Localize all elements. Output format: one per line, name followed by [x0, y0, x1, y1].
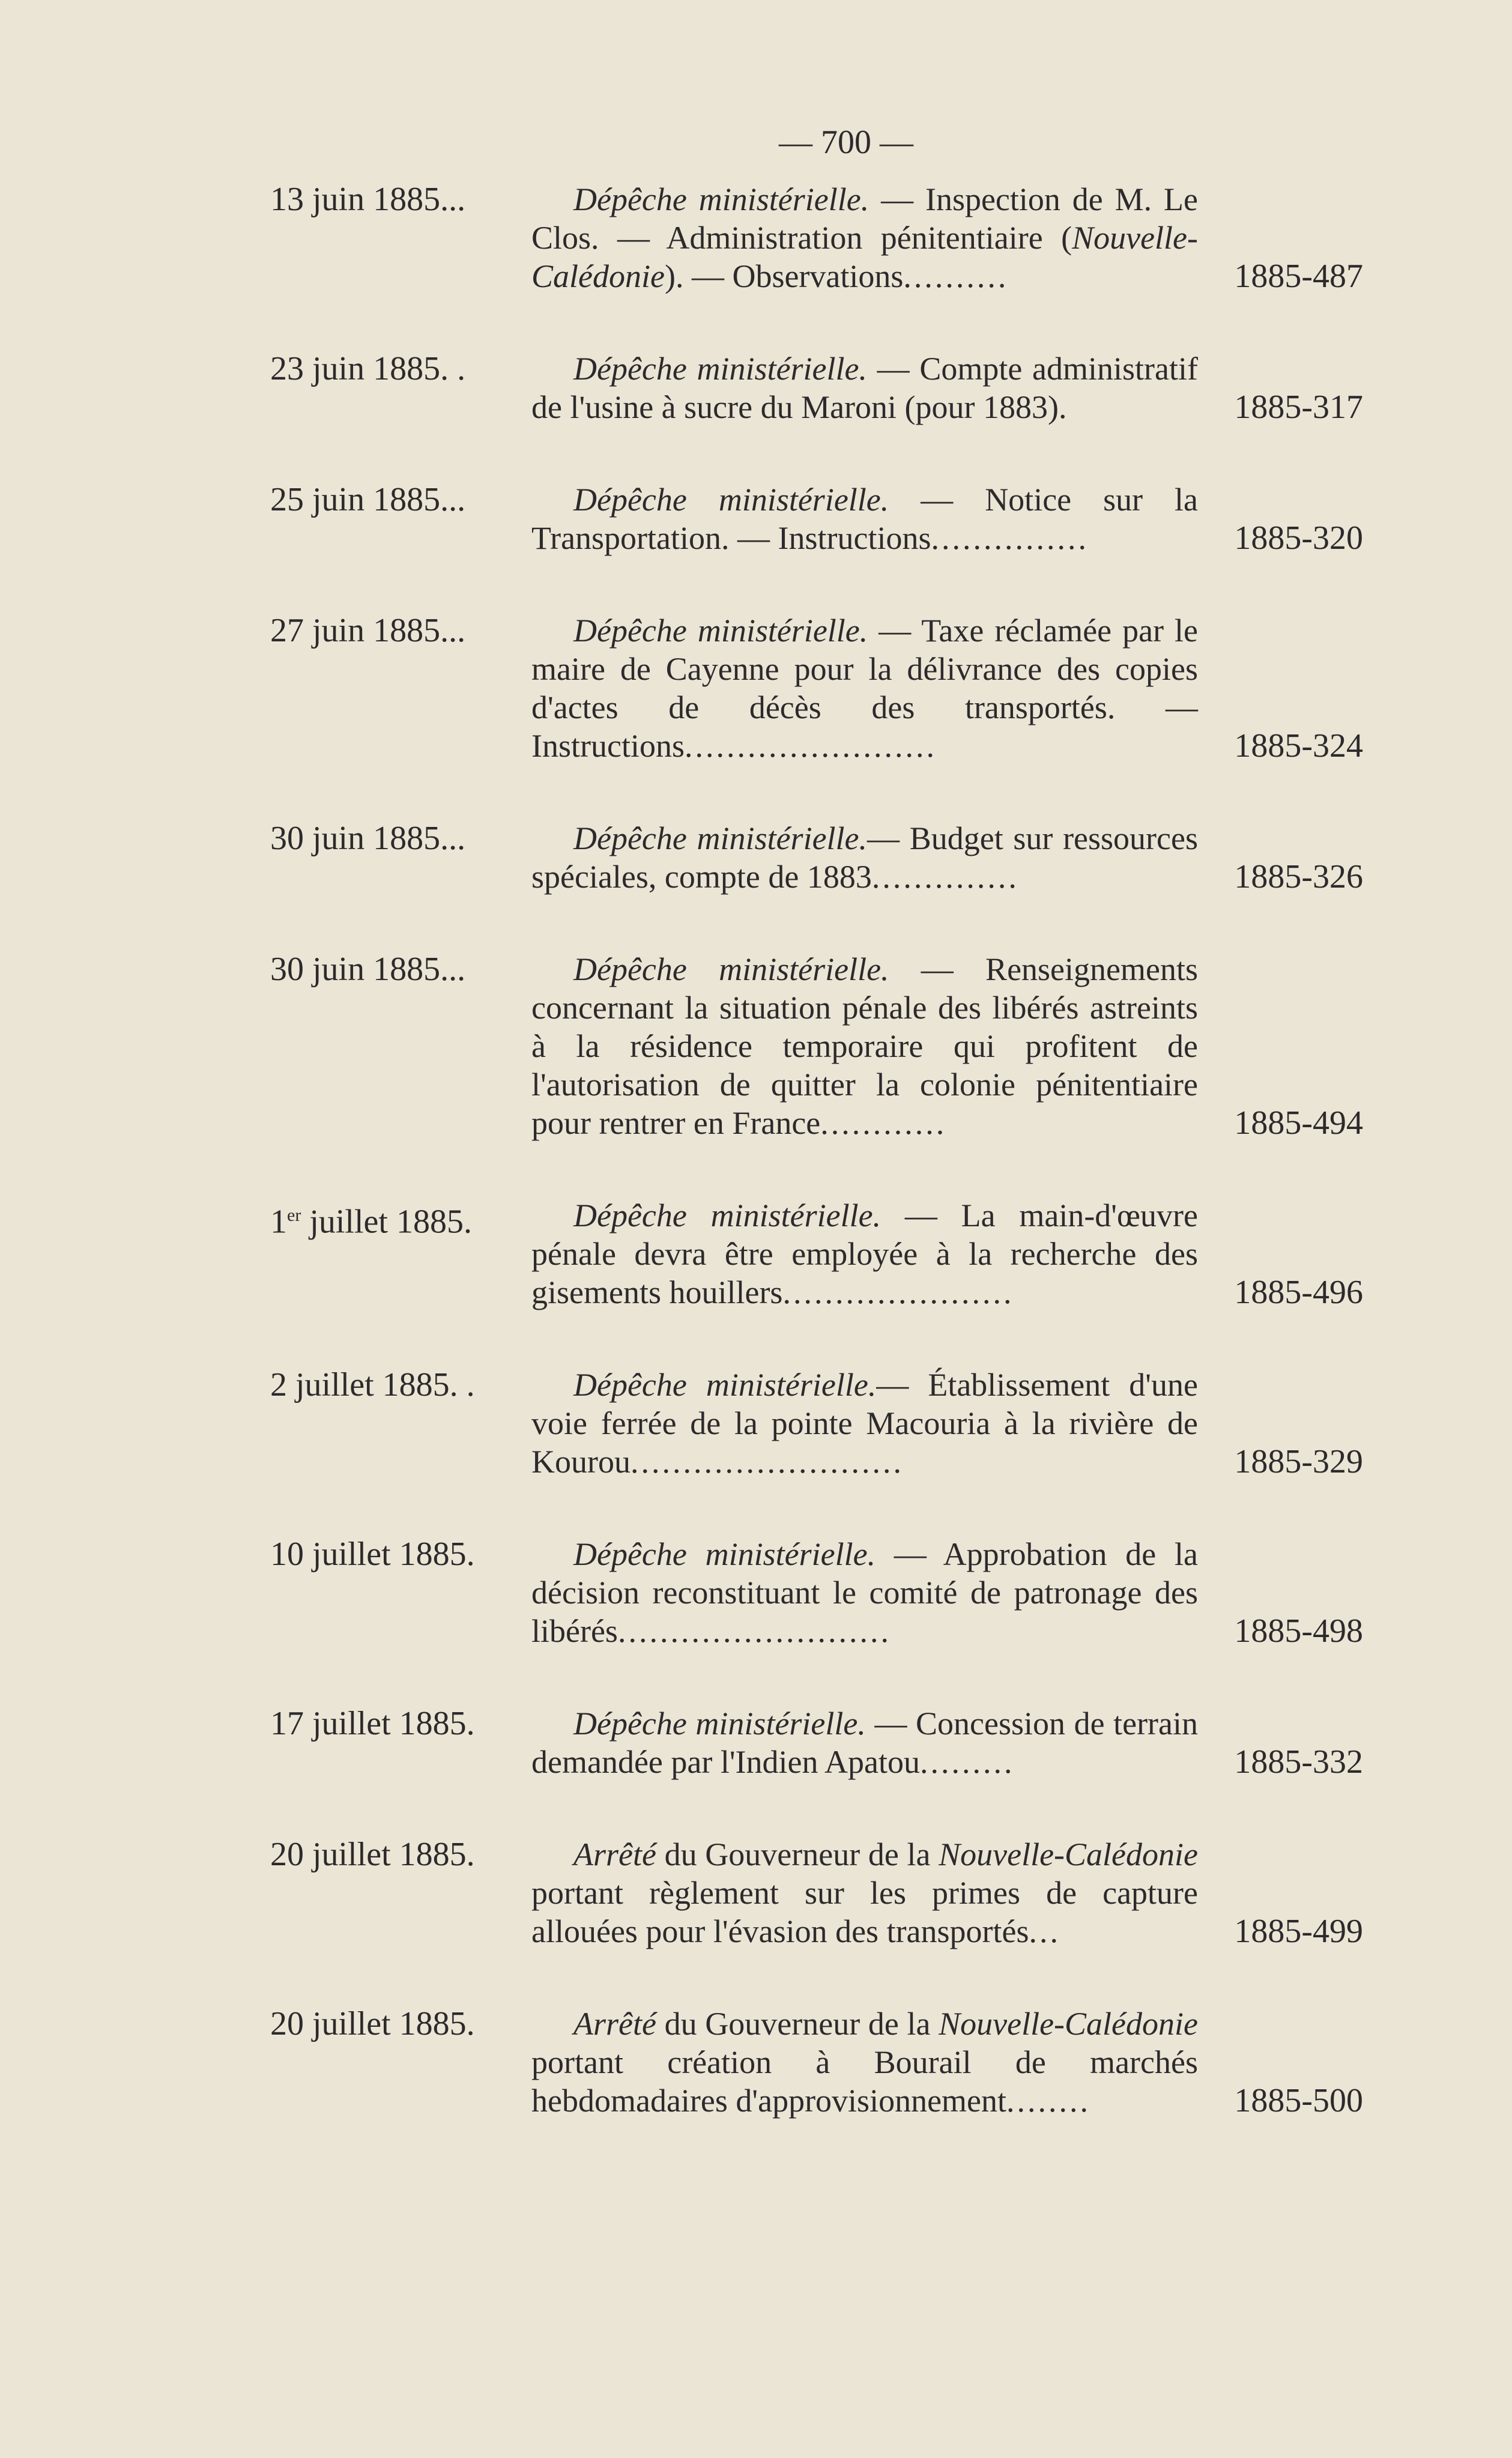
entry	[270, 1196, 1363, 1312]
entry-reference: 1885-332	[1234, 1743, 1363, 1781]
entry-text: — Établissement d'une voie ferrée de la pointe Macouria à la rivière de Kourou	[531, 1367, 1198, 1480]
entry-text: — Renseignements concernant la situation pénale des libérés astreints à la résidence temporaire qui profitent de l'autorisation de quitter la colonie pénitentiaire pour rentrer en France	[531, 951, 1198, 1141]
entry-italic-place: Nouvelle-Calédonie	[939, 1836, 1198, 1872]
entry-reference: 1885-320	[1234, 519, 1363, 557]
entry-date: 2 juillet 1885. .	[270, 1366, 475, 1403]
entry	[270, 180, 1363, 295]
entry	[270, 350, 1363, 426]
entry	[270, 950, 1363, 1142]
entry-description	[531, 1835, 1198, 1951]
entry	[270, 1704, 1363, 1781]
entry-type: Dépêche ministérielle.	[573, 1197, 881, 1234]
entry-type: Dépêche ministérielle.	[573, 613, 868, 649]
leader-dots: .........	[920, 1744, 1015, 1780]
entry-date: 25 juin 1885...	[270, 481, 466, 518]
entry-text: — Taxe réclamée par le maire de Cayenne pour la délivrance des copies d'actes de décès des transportés. — Instructions	[531, 613, 1198, 764]
entry-type: Arrêté	[573, 1836, 656, 1872]
leader-dots: ........	[1006, 2083, 1091, 2119]
entry-description	[531, 1366, 1198, 1481]
entry	[270, 1835, 1363, 1951]
entry-reference: 1885-326	[1234, 858, 1363, 895]
entry-text: — La main-d'œuvre pénale devra être employée à la recherche des gisements houillers	[531, 1197, 1198, 1310]
entry-description	[531, 1704, 1198, 1781]
entry-type: Dépêche ministérielle.	[573, 181, 869, 217]
leader-dots: ........................	[684, 728, 937, 764]
leader-dots: ...	[1029, 1913, 1061, 1949]
entry-date: 27 juin 1885...	[270, 612, 466, 649]
entry-reference: 1885-496	[1234, 1274, 1363, 1311]
entry-date: 13 juin 1885...	[270, 181, 466, 218]
entry-reference: 1885-498	[1234, 1612, 1363, 1650]
entry-date: 10 juillet 1885.	[270, 1536, 475, 1573]
entry-reference: 1885-324	[1234, 727, 1363, 764]
entry-reference: 1885-329	[1234, 1443, 1363, 1480]
entry-text: du Gouverneur de la	[656, 1836, 939, 1872]
entry-type: Dépêche ministérielle.	[573, 951, 889, 987]
leader-dots: ......................	[782, 1274, 1014, 1310]
entry-description	[531, 950, 1198, 1142]
entry-description	[531, 819, 1198, 896]
entry-description	[531, 2005, 1198, 2120]
entry-type: Dépêche ministérielle.	[573, 482, 889, 518]
leader-dots: ..............	[871, 859, 1019, 895]
page-number: — 700 —	[779, 124, 913, 161]
entry-text: — Compte administratif de l'usine à sucre du Maroni (pour 1883).	[531, 351, 1198, 425]
entry-description	[531, 480, 1198, 557]
entry	[270, 1366, 1363, 1481]
entry-date: 20 juillet 1885.	[270, 2005, 475, 2042]
entry-type: Dépêche ministérielle.	[573, 1706, 866, 1742]
leader-dots: ...............	[931, 520, 1089, 556]
entry	[270, 480, 1363, 557]
entry	[270, 2005, 1363, 2120]
entry	[270, 611, 1363, 765]
entry-reference: 1885-494	[1234, 1104, 1363, 1142]
entry-description	[531, 350, 1198, 426]
entry-reference: 1885-500	[1234, 2082, 1363, 2119]
entry-date: 23 juin 1885. .	[270, 350, 466, 387]
entry-type: Dépêche ministérielle.	[573, 1367, 877, 1403]
entry	[270, 1535, 1363, 1650]
entry-text: — Inspection de M. Le Clos. — Administration pénitentiaire (	[531, 181, 1198, 256]
entry-text-continued: portant création à Bourail de marchés hebdomadaires d'approvisionnement	[531, 2044, 1198, 2119]
entry-text: — Concession de terrain demandée par l'Indien Apatou	[531, 1706, 1198, 1780]
entry-date: 17 juillet 1885.	[270, 1705, 475, 1742]
entry	[270, 819, 1363, 896]
entry-reference: 1885-317	[1234, 389, 1363, 426]
entry-date: 30 juin 1885...	[270, 820, 466, 857]
leader-dots: ..........	[903, 258, 1009, 294]
entry-date: 1er juillet 1885.	[270, 1203, 472, 1241]
entry-reference: 1885-499	[1234, 1913, 1363, 1950]
leader-dots: ..........................	[630, 1444, 904, 1480]
entry-italic-place: Nouvelle-Calédonie	[531, 220, 1198, 294]
entry-text-continued: portant règlement sur les primes de capture allouées pour l'évasion des transportés	[531, 1875, 1198, 1949]
leader-dots: ............	[820, 1105, 947, 1141]
entry-type: Arrêté	[573, 2006, 656, 2042]
entry-type: Dépêche ministérielle.	[573, 820, 868, 856]
entry-text: — Notice sur la Transportation. — Instructions	[531, 482, 1198, 556]
entry-description	[531, 611, 1198, 765]
entry-description	[531, 1535, 1198, 1650]
entry-text: du Gouverneur de la	[656, 2006, 939, 2042]
entry-date: 30 juin 1885...	[270, 951, 466, 988]
entry-type: Dépêche ministérielle.	[573, 351, 867, 387]
entry-italic-place: Nouvelle-Calédonie	[939, 2006, 1198, 2042]
entry-type: Dépêche ministérielle.	[573, 1536, 876, 1572]
entry-text: — Budget sur ressources spéciales, compte de 1883	[531, 820, 1198, 895]
entry-text-continued: ). — Observations	[664, 258, 904, 294]
entry-description	[531, 1196, 1198, 1312]
leader-dots: ..........................	[617, 1613, 891, 1649]
entry-description	[531, 180, 1198, 295]
entry-reference: 1885-487	[1234, 258, 1363, 295]
entry-date: 20 juillet 1885.	[270, 1836, 475, 1873]
entry-text: — Approbation de la décision reconstituant le comité de patronage des libérés	[531, 1536, 1198, 1649]
entries-list	[270, 180, 1363, 2174]
